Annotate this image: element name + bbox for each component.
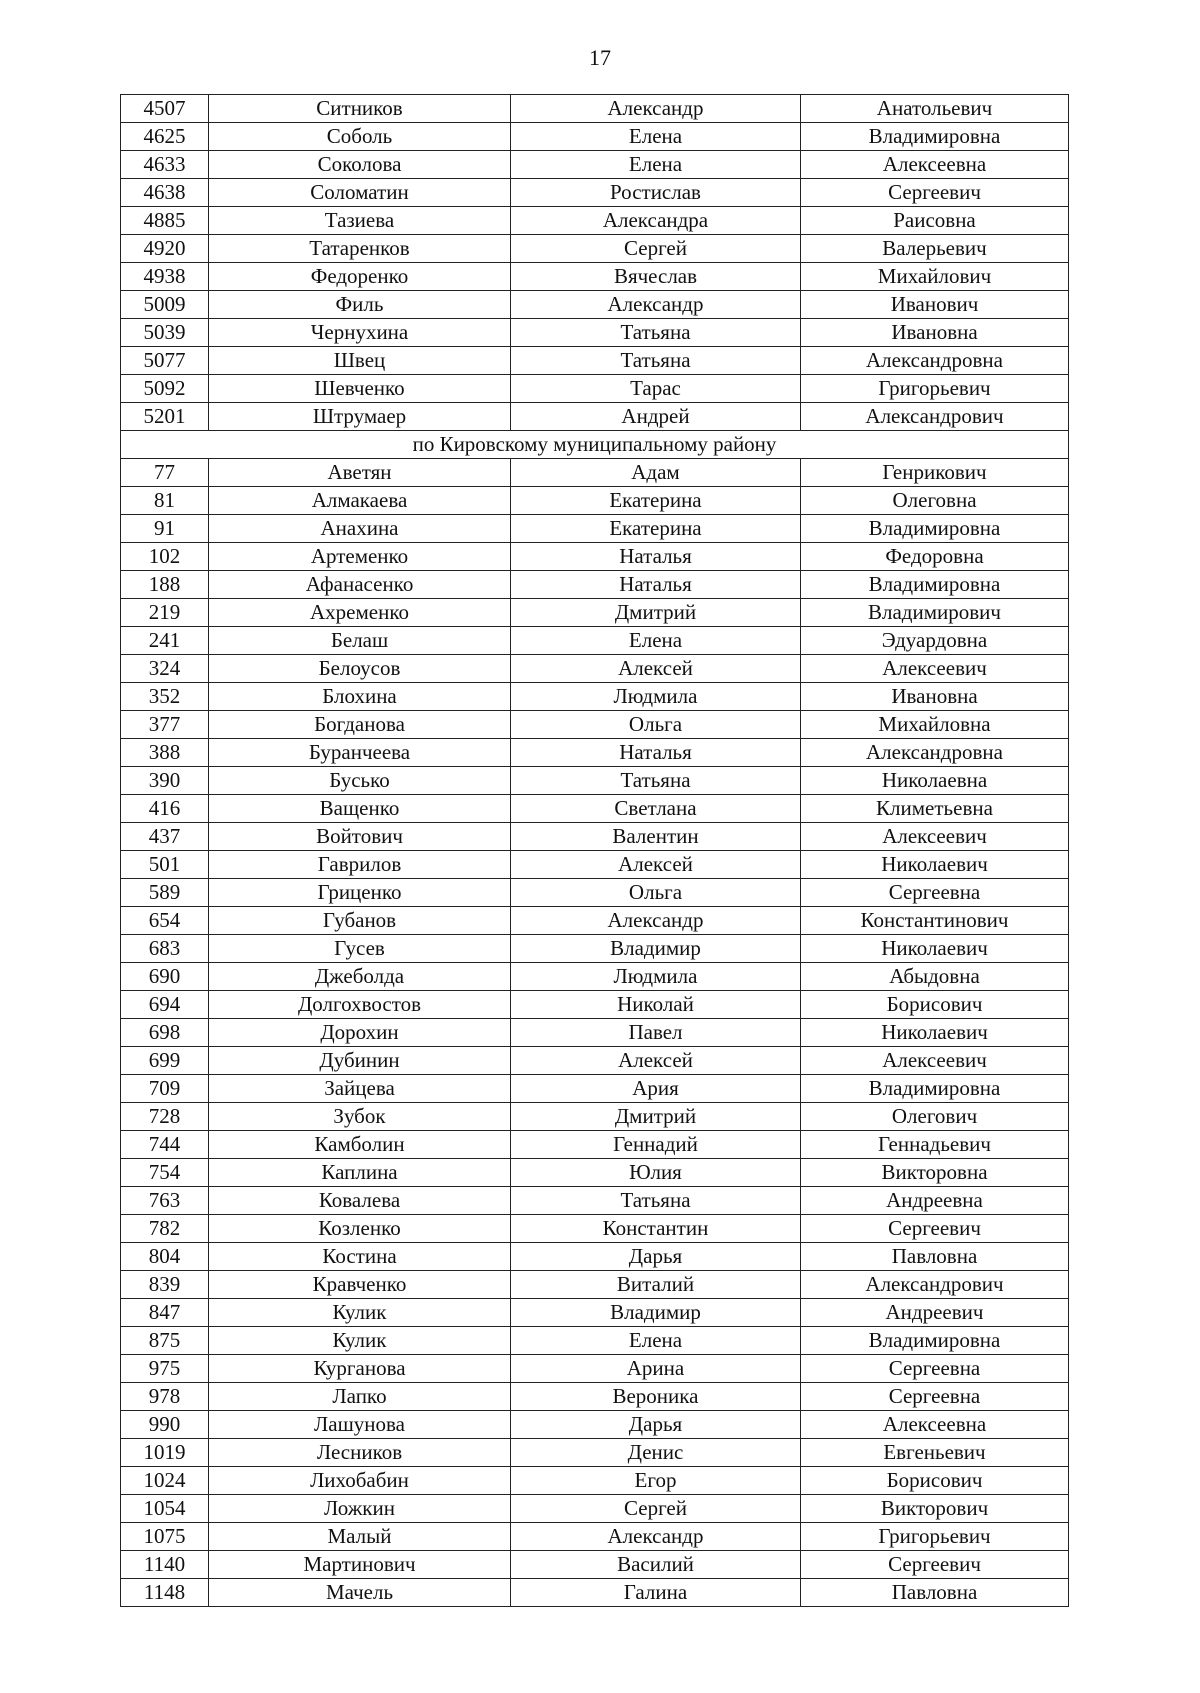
cell-patronymic: Валерьевич (801, 235, 1069, 263)
cell-first-name: Адам (511, 459, 801, 487)
table-row (121, 1131, 1069, 1159)
cell-patronymic: Сергеевна (801, 1383, 1069, 1411)
cell-number: 728 (121, 1103, 209, 1131)
cell-first-name: Наталья (511, 739, 801, 767)
cell-number: 699 (121, 1047, 209, 1075)
cell-last-name: Гаврилов (209, 851, 511, 879)
cell-number: 4885 (121, 207, 209, 235)
cell-number: 241 (121, 627, 209, 655)
cell-number: 377 (121, 711, 209, 739)
cell-last-name: Соколова (209, 151, 511, 179)
cell-number: 416 (121, 795, 209, 823)
cell-patronymic: Ивановна (801, 319, 1069, 347)
cell-last-name: Штрумаер (209, 403, 511, 431)
cell-number: 5092 (121, 375, 209, 403)
cell-number: 1019 (121, 1439, 209, 1467)
cell-number: 744 (121, 1131, 209, 1159)
cell-last-name: Богданова (209, 711, 511, 739)
cell-first-name: Наталья (511, 543, 801, 571)
cell-patronymic: Викторовна (801, 1159, 1069, 1187)
cell-first-name: Татьяна (511, 319, 801, 347)
cell-first-name: Дмитрий (511, 599, 801, 627)
cell-patronymic: Григорьевич (801, 1523, 1069, 1551)
cell-first-name: Егор (511, 1467, 801, 1495)
cell-last-name: Дорохин (209, 1019, 511, 1047)
cell-patronymic: Константинович (801, 907, 1069, 935)
cell-first-name: Александр (511, 1523, 801, 1551)
roster-body (121, 95, 1069, 1607)
cell-number: 77 (121, 459, 209, 487)
cell-last-name: Соломатин (209, 179, 511, 207)
cell-patronymic: Павловна (801, 1243, 1069, 1271)
table-row (121, 1271, 1069, 1299)
cell-last-name: Лапко (209, 1383, 511, 1411)
page-number: 17 (589, 45, 611, 70)
cell-patronymic: Сергеевна (801, 879, 1069, 907)
table-row (121, 179, 1069, 207)
cell-number: 839 (121, 1271, 209, 1299)
cell-first-name: Елена (511, 123, 801, 151)
table-row (121, 1383, 1069, 1411)
cell-number: 390 (121, 767, 209, 795)
table-row (121, 515, 1069, 543)
table-row (121, 1019, 1069, 1047)
section-header-row (121, 431, 1069, 459)
cell-patronymic: Сергеевич (801, 1215, 1069, 1243)
cell-last-name: Лесников (209, 1439, 511, 1467)
table-row (121, 1159, 1069, 1187)
cell-patronymic: Алексеевна (801, 1411, 1069, 1439)
cell-number: 501 (121, 851, 209, 879)
cell-first-name: Андрей (511, 403, 801, 431)
cell-last-name: Мачель (209, 1579, 511, 1607)
cell-patronymic: Эдуардовна (801, 627, 1069, 655)
cell-first-name: Ария (511, 1075, 801, 1103)
cell-number: 1054 (121, 1495, 209, 1523)
cell-number: 352 (121, 683, 209, 711)
table-row (121, 655, 1069, 683)
cell-number: 1024 (121, 1467, 209, 1495)
cell-patronymic: Ивановна (801, 683, 1069, 711)
cell-first-name: Светлана (511, 795, 801, 823)
cell-last-name: Джеболда (209, 963, 511, 991)
cell-first-name: Александр (511, 907, 801, 935)
table-row (121, 487, 1069, 515)
table-row (121, 991, 1069, 1019)
cell-last-name: Бусько (209, 767, 511, 795)
table-row (121, 683, 1069, 711)
cell-number: 1148 (121, 1579, 209, 1607)
cell-patronymic: Владимировна (801, 1327, 1069, 1355)
table-row (121, 1047, 1069, 1075)
cell-last-name: Курганова (209, 1355, 511, 1383)
cell-first-name: Галина (511, 1579, 801, 1607)
cell-number: 782 (121, 1215, 209, 1243)
table-row (121, 1467, 1069, 1495)
table-row (121, 795, 1069, 823)
cell-first-name: Алексей (511, 1047, 801, 1075)
cell-last-name: Каплина (209, 1159, 511, 1187)
table-row (121, 1411, 1069, 1439)
table-row (121, 347, 1069, 375)
cell-first-name: Людмила (511, 963, 801, 991)
cell-patronymic: Владимировна (801, 123, 1069, 151)
cell-number: 683 (121, 935, 209, 963)
cell-last-name: Ковалева (209, 1187, 511, 1215)
cell-last-name: Долгохвостов (209, 991, 511, 1019)
roster-table (120, 94, 1069, 1607)
cell-last-name: Кравченко (209, 1271, 511, 1299)
cell-last-name: Кулик (209, 1299, 511, 1327)
cell-last-name: Лашунова (209, 1411, 511, 1439)
table-row (121, 375, 1069, 403)
cell-number: 5039 (121, 319, 209, 347)
cell-patronymic: Генрикович (801, 459, 1069, 487)
table-row (121, 823, 1069, 851)
table-row (121, 1299, 1069, 1327)
cell-last-name: Ващенко (209, 795, 511, 823)
table-row (121, 403, 1069, 431)
cell-number: 875 (121, 1327, 209, 1355)
cell-patronymic: Владимировна (801, 571, 1069, 599)
cell-last-name: Анахина (209, 515, 511, 543)
table-row (121, 543, 1069, 571)
cell-patronymic: Николаевич (801, 851, 1069, 879)
cell-number: 978 (121, 1383, 209, 1411)
cell-last-name: Губанов (209, 907, 511, 935)
cell-first-name: Елена (511, 1327, 801, 1355)
cell-first-name: Екатерина (511, 487, 801, 515)
cell-patronymic: Федоровна (801, 543, 1069, 571)
table-row (121, 767, 1069, 795)
table-row (121, 571, 1069, 599)
cell-last-name: Малый (209, 1523, 511, 1551)
cell-last-name: Артеменко (209, 543, 511, 571)
table-row (121, 123, 1069, 151)
cell-last-name: Чернухина (209, 319, 511, 347)
cell-number: 589 (121, 879, 209, 907)
cell-number: 4633 (121, 151, 209, 179)
cell-last-name: Ложкин (209, 1495, 511, 1523)
cell-first-name: Алексей (511, 655, 801, 683)
cell-first-name: Ольга (511, 879, 801, 907)
cell-patronymic: Олегович (801, 1103, 1069, 1131)
cell-patronymic: Владимировна (801, 515, 1069, 543)
cell-last-name: Аветян (209, 459, 511, 487)
cell-last-name: Федоренко (209, 263, 511, 291)
cell-number: 975 (121, 1355, 209, 1383)
cell-number: 81 (121, 487, 209, 515)
cell-last-name: Гриценко (209, 879, 511, 907)
table-row (121, 1495, 1069, 1523)
table-row (121, 1579, 1069, 1607)
cell-patronymic: Александровна (801, 739, 1069, 767)
cell-first-name: Елена (511, 627, 801, 655)
cell-last-name: Соболь (209, 123, 511, 151)
table-row (121, 207, 1069, 235)
cell-first-name: Сергей (511, 235, 801, 263)
table-row (121, 879, 1069, 907)
cell-first-name: Наталья (511, 571, 801, 599)
cell-patronymic: Сергеевич (801, 179, 1069, 207)
table-row (121, 1075, 1069, 1103)
table-row (121, 1523, 1069, 1551)
cell-number: 5077 (121, 347, 209, 375)
cell-number: 4638 (121, 179, 209, 207)
cell-number: 804 (121, 1243, 209, 1271)
cell-first-name: Виталий (511, 1271, 801, 1299)
cell-last-name: Филь (209, 291, 511, 319)
cell-last-name: Белаш (209, 627, 511, 655)
cell-last-name: Татаренков (209, 235, 511, 263)
cell-patronymic: Николаевич (801, 1019, 1069, 1047)
cell-first-name: Константин (511, 1215, 801, 1243)
cell-last-name: Зайцева (209, 1075, 511, 1103)
table-row (121, 235, 1069, 263)
table-row (121, 627, 1069, 655)
cell-last-name: Мартинович (209, 1551, 511, 1579)
cell-first-name: Валентин (511, 823, 801, 851)
cell-patronymic: Геннадьевич (801, 1131, 1069, 1159)
cell-number: 437 (121, 823, 209, 851)
table-row (121, 263, 1069, 291)
cell-patronymic: Александрович (801, 1271, 1069, 1299)
cell-patronymic: Иванович (801, 291, 1069, 319)
cell-first-name: Денис (511, 1439, 801, 1467)
cell-last-name: Ахременко (209, 599, 511, 627)
cell-patronymic: Евгеньевич (801, 1439, 1069, 1467)
cell-last-name: Камболин (209, 1131, 511, 1159)
table-row (121, 1327, 1069, 1355)
cell-first-name: Вероника (511, 1383, 801, 1411)
table-row (121, 459, 1069, 487)
cell-patronymic: Климетьевна (801, 795, 1069, 823)
cell-patronymic: Николаевич (801, 935, 1069, 963)
table-row (121, 151, 1069, 179)
cell-patronymic: Абыдовна (801, 963, 1069, 991)
cell-patronymic: Алексеевич (801, 823, 1069, 851)
cell-patronymic: Павловна (801, 1579, 1069, 1607)
cell-number: 654 (121, 907, 209, 935)
cell-last-name: Дубинин (209, 1047, 511, 1075)
cell-patronymic: Алексеевна (801, 151, 1069, 179)
cell-number: 990 (121, 1411, 209, 1439)
cell-last-name: Гусев (209, 935, 511, 963)
cell-first-name: Татьяна (511, 767, 801, 795)
cell-first-name: Владимир (511, 935, 801, 963)
table-row (121, 935, 1069, 963)
section-title: по Кировскому муниципальному району (121, 431, 1069, 459)
cell-patronymic: Олеговна (801, 487, 1069, 515)
cell-last-name: Буранчеева (209, 739, 511, 767)
cell-number: 694 (121, 991, 209, 1019)
table-row (121, 319, 1069, 347)
cell-first-name: Ольга (511, 711, 801, 739)
table-row (121, 599, 1069, 627)
cell-number: 709 (121, 1075, 209, 1103)
cell-first-name: Геннадий (511, 1131, 801, 1159)
table-row (121, 907, 1069, 935)
cell-first-name: Владимир (511, 1299, 801, 1327)
cell-last-name: Блохина (209, 683, 511, 711)
cell-number: 5201 (121, 403, 209, 431)
cell-first-name: Людмила (511, 683, 801, 711)
cell-first-name: Николай (511, 991, 801, 1019)
cell-first-name: Вячеслав (511, 263, 801, 291)
cell-first-name: Татьяна (511, 1187, 801, 1215)
cell-patronymic: Александрович (801, 403, 1069, 431)
cell-first-name: Александр (511, 291, 801, 319)
table-row (121, 1215, 1069, 1243)
cell-number: 1140 (121, 1551, 209, 1579)
cell-patronymic: Николаевна (801, 767, 1069, 795)
cell-first-name: Александр (511, 95, 801, 123)
cell-number: 1075 (121, 1523, 209, 1551)
table-row (121, 95, 1069, 123)
cell-number: 4625 (121, 123, 209, 151)
cell-last-name: Костина (209, 1243, 511, 1271)
cell-first-name: Дарья (511, 1411, 801, 1439)
cell-patronymic: Григорьевич (801, 375, 1069, 403)
cell-number: 754 (121, 1159, 209, 1187)
cell-patronymic: Сергеевна (801, 1355, 1069, 1383)
cell-patronymic: Андреевна (801, 1187, 1069, 1215)
cell-patronymic: Анатольевич (801, 95, 1069, 123)
cell-number: 690 (121, 963, 209, 991)
cell-patronymic: Викторович (801, 1495, 1069, 1523)
cell-first-name: Елена (511, 151, 801, 179)
cell-first-name: Дмитрий (511, 1103, 801, 1131)
cell-patronymic: Борисович (801, 1467, 1069, 1495)
cell-number: 4938 (121, 263, 209, 291)
cell-patronymic: Сергеевич (801, 1551, 1069, 1579)
cell-last-name: Алмакаева (209, 487, 511, 515)
cell-number: 4507 (121, 95, 209, 123)
cell-number: 4920 (121, 235, 209, 263)
cell-first-name: Алексей (511, 851, 801, 879)
cell-patronymic: Александровна (801, 347, 1069, 375)
cell-patronymic: Алексеевич (801, 1047, 1069, 1075)
table-row (121, 1439, 1069, 1467)
cell-last-name: Лихобабин (209, 1467, 511, 1495)
table-row (121, 851, 1069, 879)
cell-first-name: Екатерина (511, 515, 801, 543)
cell-first-name: Василий (511, 1551, 801, 1579)
cell-first-name: Тарас (511, 375, 801, 403)
cell-number: 388 (121, 739, 209, 767)
cell-last-name: Кулик (209, 1327, 511, 1355)
cell-first-name: Арина (511, 1355, 801, 1383)
table-row (121, 1187, 1069, 1215)
cell-last-name: Войтович (209, 823, 511, 851)
cell-last-name: Белоусов (209, 655, 511, 683)
cell-number: 763 (121, 1187, 209, 1215)
table-row (121, 1243, 1069, 1271)
cell-first-name: Ростислав (511, 179, 801, 207)
cell-patronymic: Михайловна (801, 711, 1069, 739)
cell-patronymic: Борисович (801, 991, 1069, 1019)
cell-number: 219 (121, 599, 209, 627)
cell-patronymic: Алексеевич (801, 655, 1069, 683)
table-row (121, 1103, 1069, 1131)
cell-first-name: Павел (511, 1019, 801, 1047)
table-row (121, 1551, 1069, 1579)
cell-patronymic: Владимировна (801, 1075, 1069, 1103)
cell-number: 188 (121, 571, 209, 599)
cell-last-name: Козленко (209, 1215, 511, 1243)
cell-number: 847 (121, 1299, 209, 1327)
cell-last-name: Швец (209, 347, 511, 375)
table-row (121, 1355, 1069, 1383)
cell-last-name: Афанасенко (209, 571, 511, 599)
table-row (121, 963, 1069, 991)
cell-last-name: Зубок (209, 1103, 511, 1131)
cell-first-name: Дарья (511, 1243, 801, 1271)
cell-first-name: Юлия (511, 1159, 801, 1187)
cell-patronymic: Михайлович (801, 263, 1069, 291)
cell-patronymic: Андреевич (801, 1299, 1069, 1327)
cell-number: 324 (121, 655, 209, 683)
cell-last-name: Тазиева (209, 207, 511, 235)
cell-first-name: Александра (511, 207, 801, 235)
cell-number: 102 (121, 543, 209, 571)
cell-number: 698 (121, 1019, 209, 1047)
cell-number: 5009 (121, 291, 209, 319)
cell-patronymic: Владимирович (801, 599, 1069, 627)
cell-first-name: Татьяна (511, 347, 801, 375)
cell-last-name: Ситников (209, 95, 511, 123)
table-row (121, 711, 1069, 739)
cell-number: 91 (121, 515, 209, 543)
table-row (121, 291, 1069, 319)
table-row (121, 739, 1069, 767)
cell-first-name: Сергей (511, 1495, 801, 1523)
cell-patronymic: Раисовна (801, 207, 1069, 235)
cell-last-name: Шевченко (209, 375, 511, 403)
